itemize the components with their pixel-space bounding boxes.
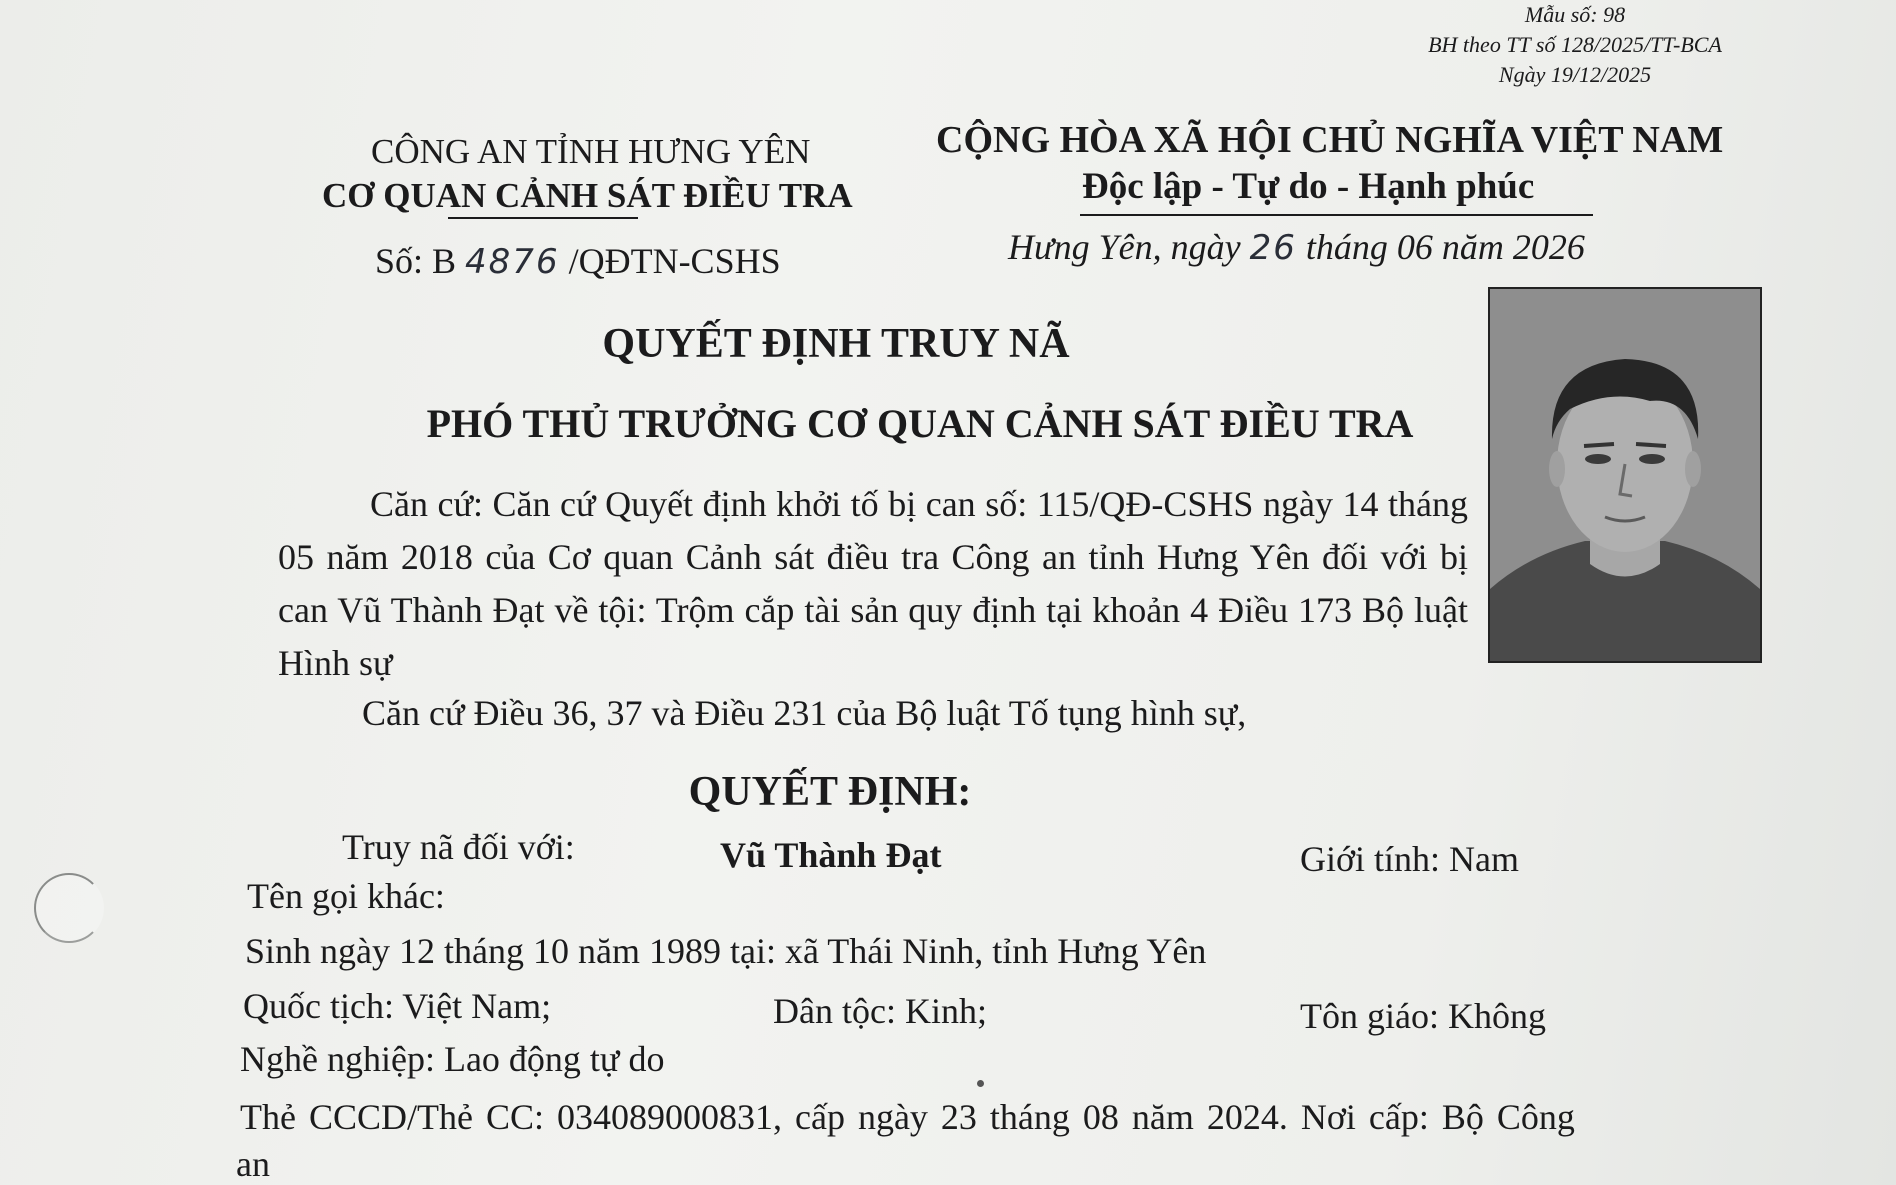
- wanted-label: Truy nã đối với:: [342, 827, 575, 867]
- suspect-id-card-continued: an: [236, 1144, 270, 1184]
- national-title: CỘNG HÒA XÃ HỘI CHỦ NGHĨA VIỆT NAM: [936, 119, 1724, 161]
- suspect-birth: Sinh ngày 12 tháng 10 năm 1989 tại: xã Thái Ninh, tỉnh Hưng Yên: [245, 931, 1207, 971]
- handwritten-day: 26: [1249, 228, 1297, 268]
- suspect-religion: Tôn giáo: Không: [1300, 996, 1546, 1036]
- form-number-note: [1395, 0, 1755, 90]
- suspect-alias: Tên gọi khác:: [247, 876, 445, 916]
- document-number-prefix: Số: B: [375, 241, 457, 281]
- place-date: [1008, 226, 1585, 268]
- basis-paragraph-2: Căn cứ Điều 36, 37 và Điều 231 của Bộ luật Tố tụng hình sự,: [362, 693, 1247, 733]
- agency-parent: CÔNG AN TỈNH HƯNG YÊN: [371, 132, 811, 171]
- place-date-prefix: Hưng Yên, ngày: [1008, 227, 1241, 267]
- form-date: Ngày 19/12/2025: [1498, 62, 1652, 87]
- suspect-name: Vũ Thành Đạt: [720, 835, 942, 875]
- suspect-id-card: Thẻ CCCD/Thẻ CC: 034089000831, cấp ngày 23 tháng 08 năm 2024. Nơi cấp: Bộ Công: [240, 1097, 1575, 1137]
- agency-underline: [448, 217, 638, 219]
- basis-paragraph-1: Căn cứ: Căn cứ Quyết định khởi tố bị can số: 115/QĐ-CSHS ngày 14 tháng 05 năm 2018 của Cơ quan Cảnh sát điều tra Công an tỉnh Hưng Yên đối với bị can Vũ Thành Đạt về tội: Trộm cắp tài sản quy định tại khoản 4 Điều 173 Bộ luật Hình sự: [278, 484, 1468, 683]
- document-title: QUYẾT ĐỊNH TRUY NÃ: [602, 321, 1070, 367]
- national-motto: Độc lập - Tự do - Hạnh phúc: [1082, 166, 1535, 207]
- suspect-ethnicity: Dân tộc: Kinh;: [773, 991, 987, 1031]
- form-circular: BH theo TT số 128/2025/TT-BCA: [1428, 32, 1722, 57]
- decision-heading: QUYẾT ĐỊNH:: [688, 769, 972, 815]
- suspect-gender: Giới tính: Nam: [1300, 839, 1520, 879]
- motto-underline: [1080, 214, 1593, 216]
- place-date-suffix: tháng 06 năm 2026: [1305, 227, 1585, 267]
- document-number-suffix: /QĐTN-CSHS: [568, 241, 781, 281]
- form-number: Mẫu số: 98: [1524, 2, 1626, 27]
- agency-name: CƠ QUAN CẢNH SÁT ĐIỀU TRA: [322, 176, 853, 215]
- punch-hole: [34, 873, 104, 943]
- document-number: [375, 240, 781, 282]
- paper-speck: [977, 1080, 984, 1087]
- suspect-nationality: Quốc tịch: Việt Nam;: [243, 986, 552, 1026]
- handwritten-number: 4876: [465, 242, 560, 282]
- issuer-title: PHÓ THỦ TRƯỞNG CƠ QUAN CẢNH SÁT ĐIỀU TRA: [426, 401, 1414, 446]
- suspect-occupation: Nghề nghiệp: Lao động tự do: [240, 1039, 665, 1079]
